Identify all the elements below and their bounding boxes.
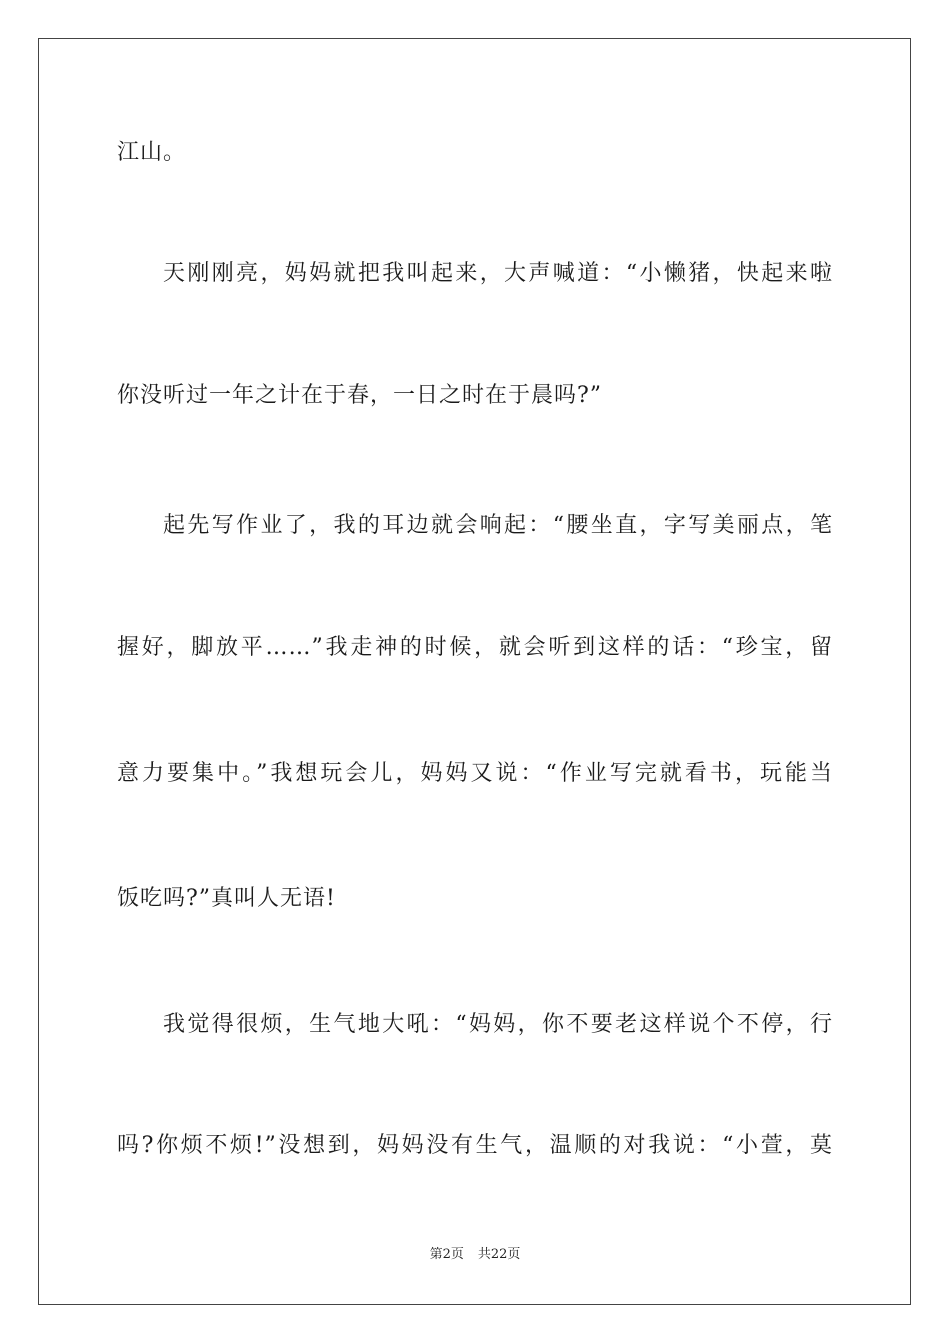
- text-line-8: 我觉得很烦，生气地大吼：“妈妈，你不要老这样说个不停，行: [163, 1012, 833, 1037]
- text-line-6: 意力要集中。”我想玩会儿，妈妈又说：“作业写完就看书，玩能当: [117, 761, 833, 786]
- page-border: [38, 38, 911, 1305]
- text-line-9: 吗?你烦不烦!”没想到，妈妈没有生气，温顺的对我说：“小萱，莫: [117, 1133, 833, 1158]
- text-line-4: 起先写作业了，我的耳边就会响起：“腰坐直，字写美丽点，笔: [163, 513, 833, 538]
- text-line-1: 江山。: [117, 140, 187, 165]
- page-total: 共22页: [477, 1247, 521, 1262]
- text-line-2: 天刚刚亮，妈妈就把我叫起来，大声喊道：“小懒猪，快起来啦: [163, 261, 833, 286]
- page-footer: [0, 1246, 950, 1264]
- text-line-3: 你没听过一年之计在于春，一日之时在于晨吗?”: [117, 383, 603, 408]
- text-line-5: 握好，脚放平……”我走神的时候，就会听到这样的话：“珍宝，留: [117, 635, 833, 660]
- text-line-7: 饭吃吗?”真叫人无语!: [117, 886, 336, 911]
- page-number: 第2页: [429, 1247, 464, 1262]
